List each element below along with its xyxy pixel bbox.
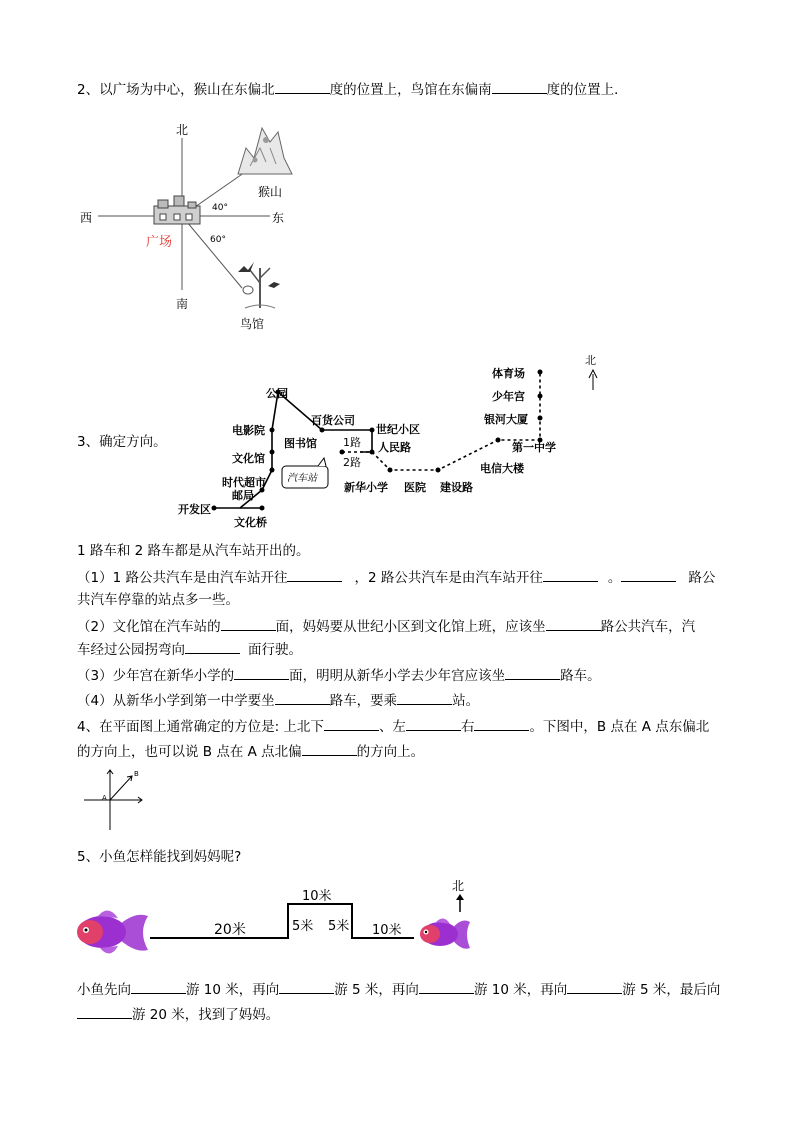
q5-blank-1[interactable]: [131, 979, 186, 994]
q4-blank-1[interactable]: [324, 716, 379, 731]
q3-north-label: 北: [585, 354, 596, 367]
q3-bus-map: [0, 0, 794, 540]
q4-text-f: 的方向上。: [356, 744, 425, 760]
q5-text-c: 游 5 米，再向: [334, 982, 419, 998]
q5-dist-10-right: 10米: [372, 923, 402, 938]
q5-line-2: [77, 1004, 279, 1025]
q2-text-a: 2、以广场为中心，猴山在东偏北: [77, 82, 275, 98]
q5-blank-2[interactable]: [279, 979, 334, 994]
route-2-label: 2路: [343, 456, 361, 469]
q3-p4-blank-1[interactable]: [275, 690, 330, 705]
q2-angle-60: 60°: [210, 235, 226, 245]
q3-p2-text-e: 面行驶。: [248, 642, 302, 658]
q2-north-label: 北: [176, 123, 189, 137]
q3-title: 3、确定方向。: [77, 434, 167, 450]
q3-p3-text-b: 面，明明从新华小学去少年宫应该坐: [289, 668, 506, 684]
q5-dist-5-right: 5米: [328, 919, 350, 934]
stop-first-middle-school: 第一中学: [512, 441, 556, 454]
q3-p3-blank-1[interactable]: [234, 665, 289, 680]
q5-text-b: 游 10 米，再向: [186, 982, 280, 998]
q2-angle-40: 40°: [212, 203, 228, 213]
stop-renmin-road: 人民路: [378, 441, 411, 454]
q2-center-label: 广场: [146, 235, 173, 250]
q4-blank-4[interactable]: [302, 741, 357, 756]
q3-p1-blank-3[interactable]: [621, 567, 676, 582]
q3-item-3: [77, 665, 601, 686]
q4-line-2: [77, 741, 424, 762]
q4-point-b: B: [134, 770, 139, 778]
stop-yinhe-building: 银河大厦: [484, 413, 528, 426]
q4-blank-3[interactable]: [474, 716, 529, 731]
q2-south-label: 南: [176, 297, 189, 311]
small-fish-icon: [77, 910, 148, 953]
q2-west-label: 西: [80, 211, 93, 225]
q3-p2-blank-3[interactable]: [185, 639, 240, 654]
q3-station-pointer: [318, 458, 326, 466]
q3-p2-blank-1[interactable]: [221, 616, 276, 631]
stop-stadium: 体育场: [492, 367, 525, 380]
q4-text-c: 右: [460, 719, 475, 735]
stop-culture-hall: 文化馆: [232, 452, 265, 465]
q3-p1-blank-2[interactable]: [543, 567, 598, 582]
q3-p2-blank-2[interactable]: [546, 616, 601, 631]
q5-title: 5、小鱼怎样能找到妈妈呢?: [77, 849, 242, 865]
q5-dist-5-left: 5米: [292, 919, 314, 934]
stop-century-community: 世纪小区: [376, 423, 420, 436]
q4-direction-diagram: [80, 764, 150, 834]
q3-p4-text-a: （4）从新华小学到第一中学要坐: [77, 693, 275, 709]
q5-blank-5[interactable]: [77, 1004, 132, 1019]
q3-p3-text-c: 路车。: [560, 668, 601, 684]
q3-p3-blank-2[interactable]: [505, 665, 560, 680]
stop-hospital: 医院: [404, 481, 426, 494]
q5-text-f: 游 20 米，找到了妈妈。: [132, 1007, 280, 1023]
q4-point-a: A: [102, 794, 107, 802]
q2-east-label: 东: [272, 211, 285, 225]
q4-text-b: 、左: [378, 719, 406, 735]
q3-p4-blank-2[interactable]: [397, 690, 452, 705]
q3-p1-text-a: （1）1 路公共汽车是由汽车站开往: [77, 570, 288, 586]
q4-text-d: 。下图中，B 点在 A 点东偏北: [529, 719, 710, 735]
mother-fish-icon: [420, 918, 470, 948]
q5-north-arrow-icon: [456, 894, 464, 912]
stop-xinhua-school: 新华小学: [344, 481, 388, 494]
q3-item-2: [77, 616, 695, 637]
stop-library: 图书馆: [284, 437, 317, 450]
q5-text-d: 游 10 米，再向: [473, 982, 568, 998]
q3-p1-text-c: 。: [607, 570, 622, 586]
q5-text-e: 游 5 米，最后向: [622, 982, 721, 998]
q5-blank-3[interactable]: [419, 979, 474, 994]
stop-department-store: 百货公司: [311, 414, 355, 427]
q3-p1-blank-1[interactable]: [287, 567, 342, 582]
q2-text-b: 度的位置上，鸟馆在东偏南: [329, 82, 492, 98]
q2-bird-label: 鸟馆: [240, 317, 265, 331]
q5-north-label: 北: [452, 879, 465, 893]
q3-p1-text-d: 路公: [688, 570, 716, 586]
q5-dist-20: 20米: [214, 922, 246, 938]
q3-item-1-cont: 共汽车停靠的站点多一些。: [77, 592, 239, 608]
stop-supermarket: 时代超市: [222, 476, 266, 489]
q3-p2-text-d: 车经过公园拐弯向: [77, 642, 185, 658]
stop-youth-palace: 少年宫: [492, 390, 525, 403]
q4-line-1: [77, 716, 709, 737]
q3-p3-text-a: （3）少年宫在新华小学的: [77, 668, 235, 684]
q2-text-c: 度的位置上．: [546, 82, 628, 98]
q3-p2-text-a: （2）文化馆在汽车站的: [77, 619, 221, 635]
q5-text-a: 小鱼先向: [77, 982, 131, 998]
q3-p4-text-c: 站。: [452, 693, 480, 709]
q3-item-1: [77, 567, 715, 588]
q2-monkey-label: 猴山: [258, 185, 283, 199]
q5-line-1: [77, 979, 720, 1000]
stop-park: 公园: [266, 387, 288, 400]
q4-text-e: 的方向上，也可以说 B 点在 A 点北偏: [77, 744, 302, 760]
q3-item-2-cont: [77, 639, 302, 660]
q3-p1-text-b: ，2 路公共汽车是由汽车站开往: [354, 570, 543, 586]
q5-path-diagram: [0, 870, 794, 970]
q5-blank-4[interactable]: [567, 979, 622, 994]
q3-p2-text-c: 路公共汽车，汽: [600, 619, 696, 635]
q3-p2-text-b: 面，妈妈要从世纪小区到文化馆上班，应该坐: [275, 619, 546, 635]
stop-jianshe-road: 建设路: [440, 481, 473, 494]
route-1-label: 1路: [343, 436, 361, 449]
q5-dist-10-top: 10米: [302, 889, 332, 904]
q4-blank-2[interactable]: [406, 716, 461, 731]
stop-development-zone: 开发区: [178, 503, 211, 516]
stop-cinema: 电影院: [232, 424, 265, 437]
q3-intro: 1 路车和 2 路车都是从汽车站开出的。: [77, 543, 310, 559]
q3-p4-text-b: 路车，要乘: [329, 693, 398, 709]
stop-culture-bridge: 文化桥: [234, 516, 267, 529]
q3-north-arrow-icon: [589, 370, 597, 390]
stop-post-office: 邮局: [232, 489, 254, 502]
station-label: 汽车站: [287, 473, 317, 484]
q4-text-a: 4、在平面图上通常确定的方位是: 上北下: [77, 719, 324, 735]
q3-item-4: [77, 690, 479, 711]
stop-telecom-building: 电信大楼: [480, 462, 524, 475]
